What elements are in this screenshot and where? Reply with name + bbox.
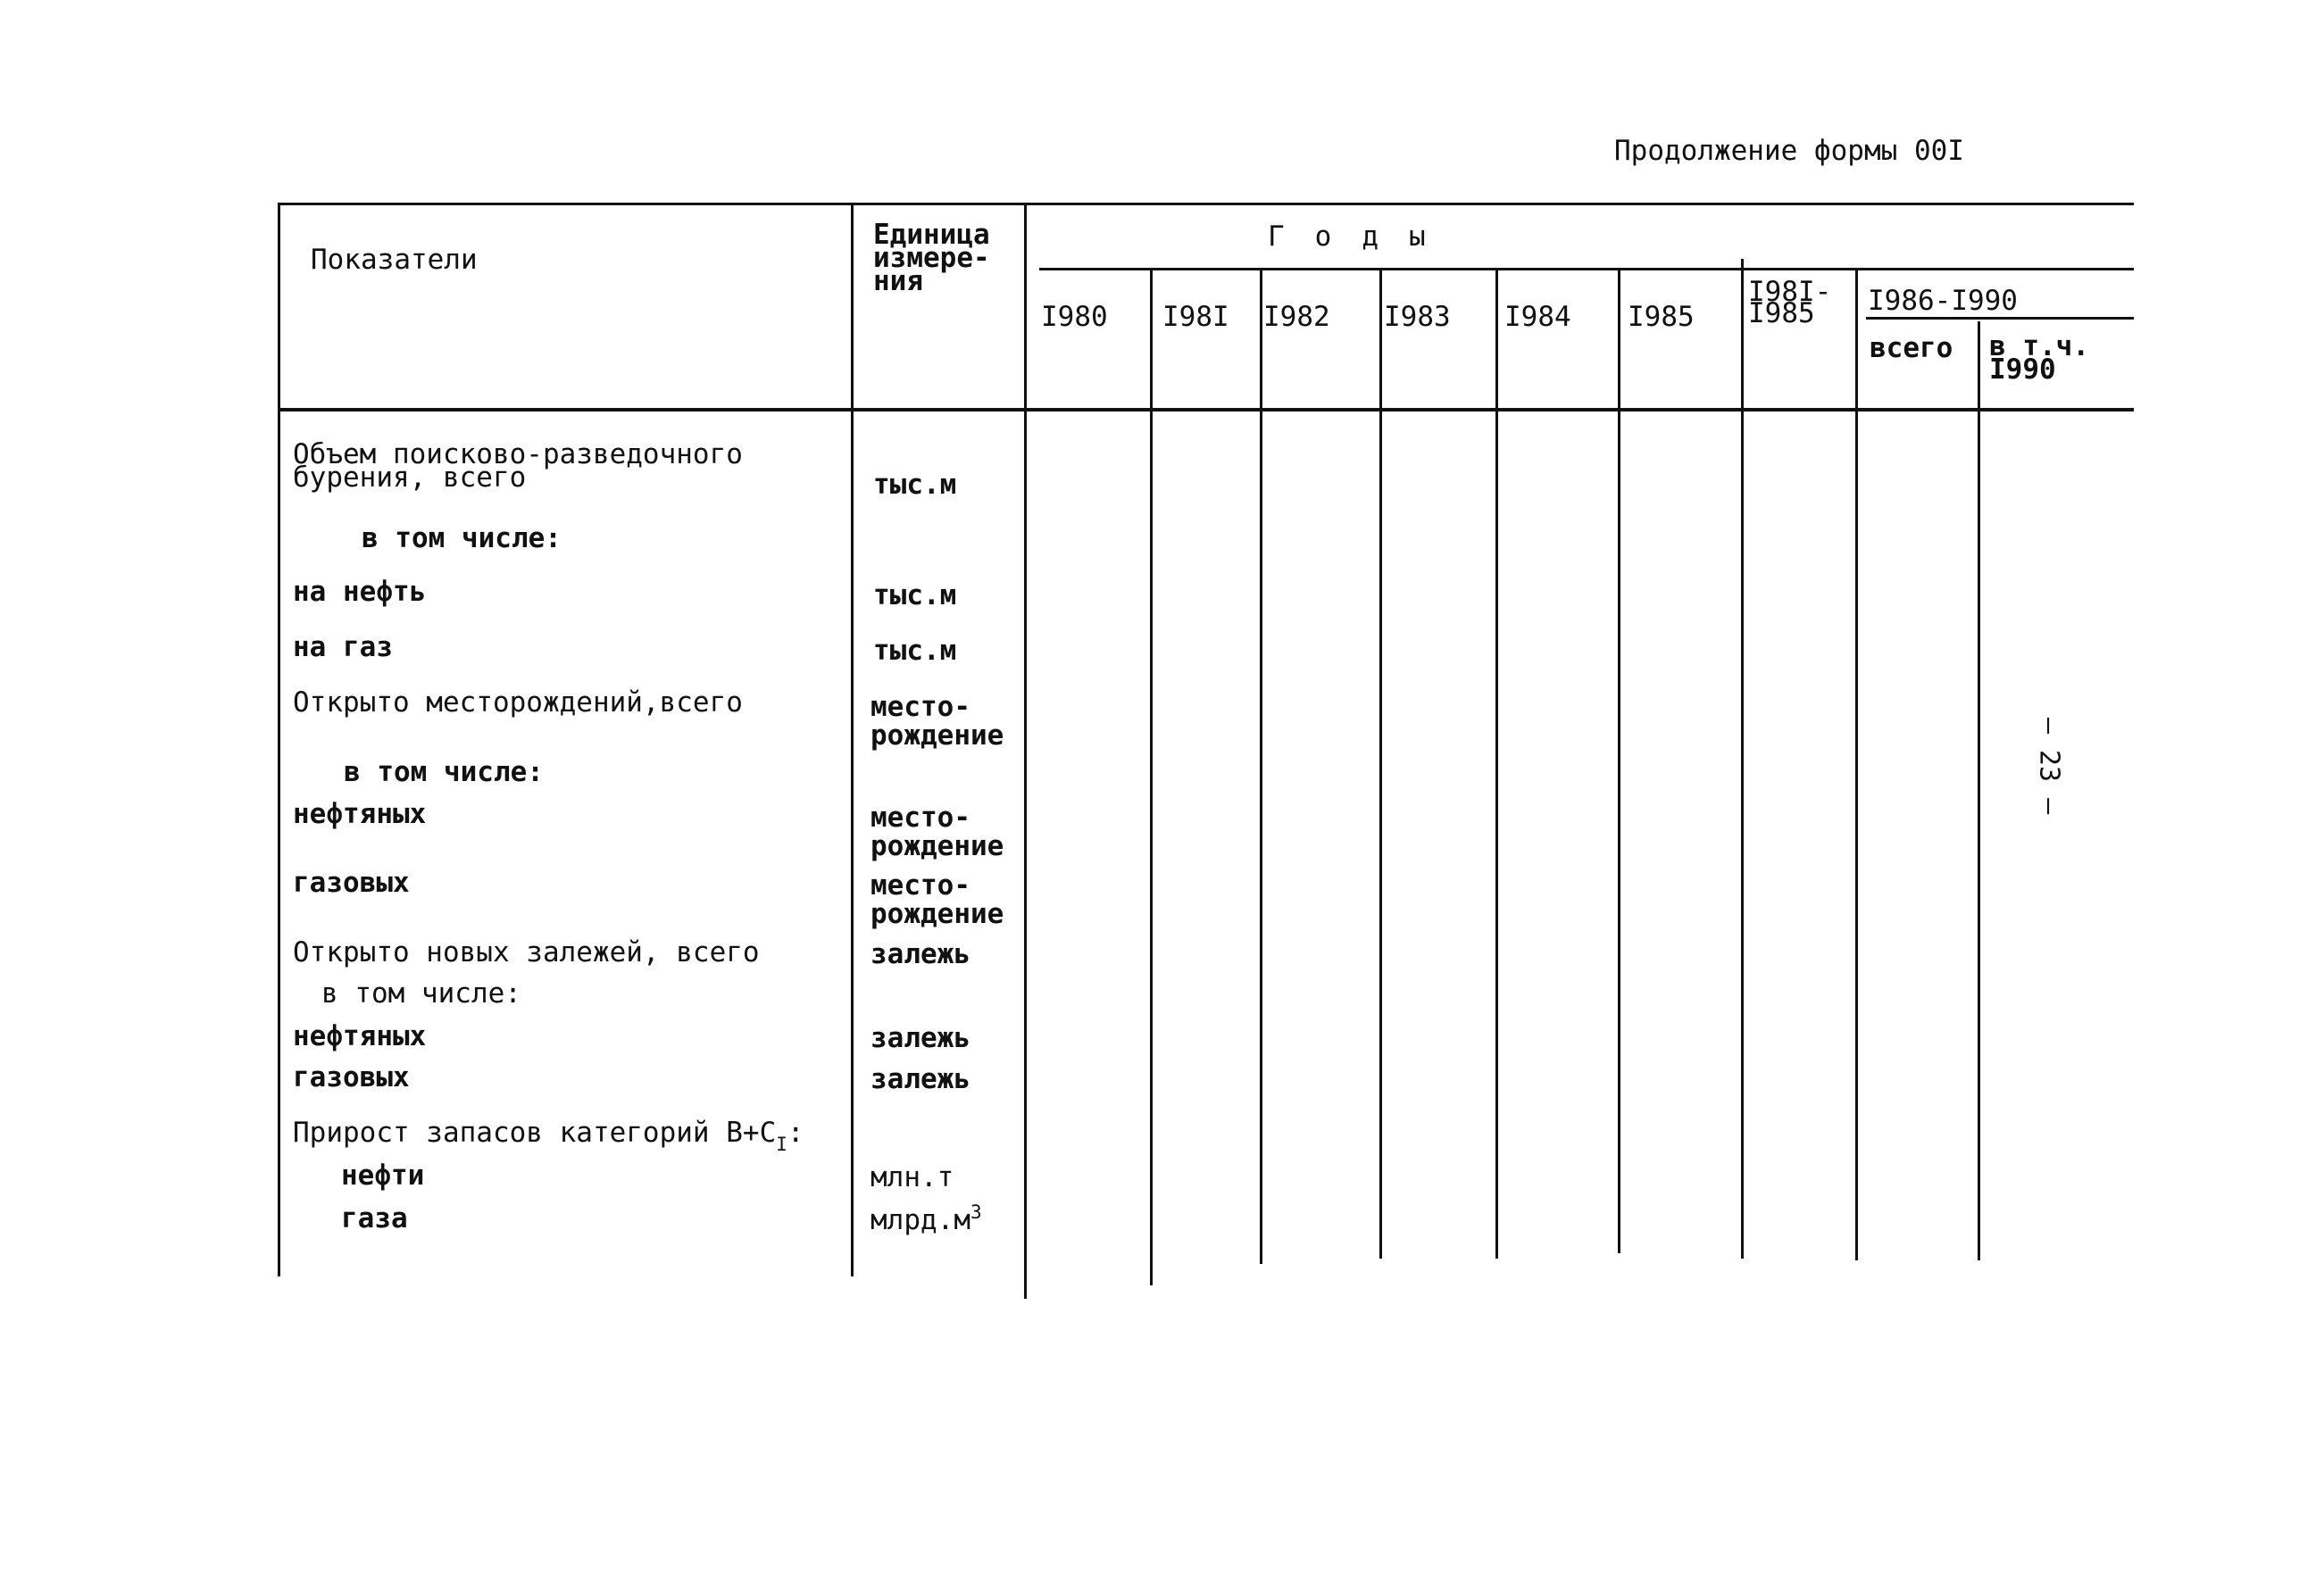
- row-fields-discovered-label: Открыто месторождений,всего: [293, 686, 743, 719]
- unit-drilling-volume: тыс.м: [873, 469, 957, 501]
- row-oil-fields-label: нефтяных: [293, 798, 427, 830]
- column-divider-1986-1990: [1855, 268, 1858, 1260]
- header-year-1983: I983: [1384, 301, 1451, 333]
- header-including-1990: в т.ч. I990: [1989, 330, 2089, 386]
- column-divider-1984: [1495, 268, 1498, 1259]
- unit-new-deposits: залежь: [870, 938, 970, 970]
- table-left-border: [278, 203, 280, 1276]
- row-gas-reserves-label: газа: [341, 1202, 408, 1234]
- header-unit: Единица измере- ния: [873, 219, 990, 297]
- column-divider-1981: [1150, 268, 1153, 1285]
- column-divider-unit: [851, 203, 854, 1276]
- header-indicators: Показатели: [311, 244, 478, 276]
- row-oil-reserves-label: нефти: [341, 1160, 425, 1192]
- row-new-deposits-label: Открыто новых залежей, всего: [293, 936, 760, 968]
- unit-gas-deposits: залежь: [870, 1063, 970, 1095]
- header-years: Годы: [1268, 220, 1456, 253]
- unit-oil-drilling: тыс.м: [873, 579, 957, 611]
- row-reserves-growth-label: Прирост запасов категорий $В+С_I$:: [293, 1117, 804, 1155]
- column-divider-including-1990: [1978, 321, 1980, 1260]
- unit-gas-reserves: $млрд.м^3$: [870, 1201, 982, 1236]
- unit-oil-reserves: млн.т: [870, 1161, 954, 1193]
- column-divider-1985: [1618, 268, 1620, 1253]
- column-divider-1983: [1379, 268, 1382, 1259]
- row-including-fields-label: в том числе:: [344, 756, 544, 788]
- row-gas-deposits-label: газовых: [293, 1061, 410, 1093]
- unit-fields-discovered: место- рождение: [870, 691, 1004, 752]
- header-year-1981: I98I: [1162, 301, 1229, 333]
- row-gas-fields-label: газовых: [293, 867, 410, 899]
- header-period-1986-1990: I986-I990: [1868, 285, 2018, 317]
- period-header-divider: [1866, 317, 2134, 320]
- row-oil-drilling-label: на нефть: [293, 576, 427, 608]
- header-period-1981-1985: I98I- I985: [1748, 276, 1832, 329]
- form-continuation-title: Продолжение формы 00I: [1614, 135, 1964, 167]
- header-year-1980: I980: [1041, 301, 1108, 333]
- header-total: всего: [1870, 332, 1953, 364]
- unit-gas-drilling: тыс.м: [873, 635, 957, 667]
- years-header-divider: [1039, 268, 2134, 270]
- unit-oil-deposits: залежь: [870, 1022, 970, 1054]
- unit-gas-fields: место- рождение: [870, 869, 1004, 930]
- row-oil-deposits-label: нефтяных: [293, 1020, 427, 1052]
- page-number: – 23 –: [2033, 717, 2065, 815]
- row-gas-drilling-label: на газ: [293, 631, 393, 663]
- table-top-border: [279, 203, 2134, 205]
- row-drilling-volume-label: Объем поисково-разведочного бурения, всего: [293, 438, 743, 494]
- header-year-1984: I984: [1504, 301, 1571, 333]
- column-divider-years: [1024, 203, 1027, 1299]
- row-including-deposits-label: в том числе:: [321, 977, 521, 1010]
- column-divider-1981-1985: [1741, 259, 1744, 1259]
- unit-oil-fields: место- рождение: [870, 802, 1004, 862]
- row-including-label: в том числе:: [362, 522, 562, 554]
- header-year-1985: I985: [1628, 301, 1695, 333]
- column-divider-1982: [1260, 268, 1262, 1264]
- header-year-1982: I982: [1263, 301, 1330, 333]
